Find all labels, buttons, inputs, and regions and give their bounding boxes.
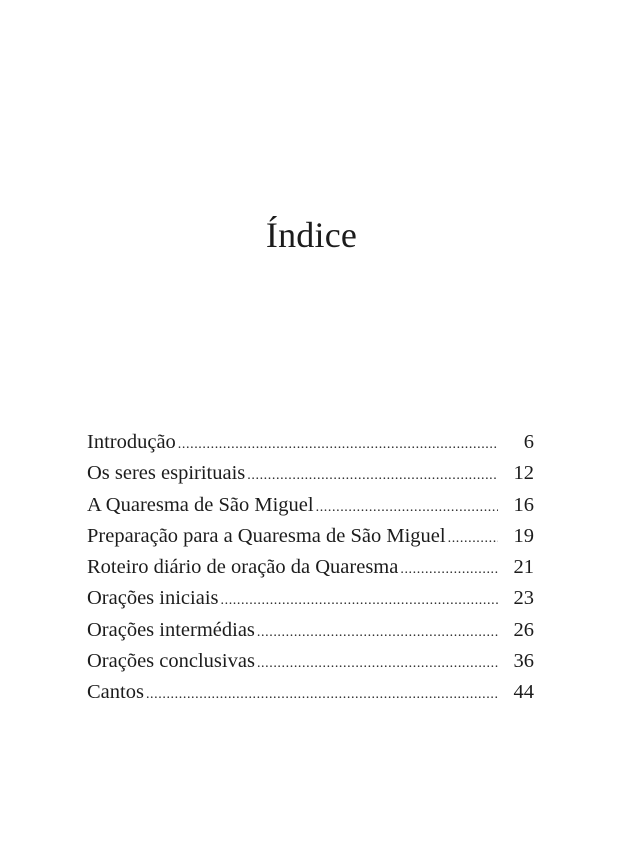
toc-entry-label: Orações conclusivas bbox=[87, 650, 255, 673]
toc-entry-label: Introdução bbox=[87, 431, 176, 453]
toc-entry-page-number: 12 bbox=[513, 462, 534, 485]
toc-entry-preparacao bbox=[87, 521, 534, 552]
toc-entry-label: Preparação para a Quaresma de São Miguel bbox=[87, 524, 446, 547]
toc-entry-label: Cantos bbox=[87, 681, 144, 704]
toc-entry-label: Os seres espirituais bbox=[87, 462, 246, 485]
toc-entry-introducao bbox=[87, 427, 534, 458]
toc-entry-page-number: 16 bbox=[513, 493, 534, 516]
dot-leader bbox=[448, 523, 498, 554]
toc-entry-page-number: 36 bbox=[513, 650, 534, 673]
toc-entry-quaresma-sao-miguel bbox=[87, 490, 534, 521]
toc-entry-roteiro-diario bbox=[87, 552, 534, 583]
dot-leader bbox=[316, 492, 498, 523]
toc-entry-oracoes-conclusivas bbox=[87, 646, 534, 677]
toc-entry-page-number: 23 bbox=[513, 587, 534, 610]
toc-entry-page-number: 21 bbox=[513, 556, 534, 579]
toc-entry-label: Roteiro diário de oração da Quaresma bbox=[87, 556, 399, 579]
toc-entry-label: Orações iniciais bbox=[87, 587, 219, 610]
toc-entry-page-number: 26 bbox=[513, 618, 534, 641]
dot-leader bbox=[146, 679, 498, 710]
toc-entry-page-number: 44 bbox=[513, 681, 534, 704]
dot-leader bbox=[257, 648, 498, 679]
page-title: Índice bbox=[265, 215, 358, 255]
table-of-contents bbox=[87, 427, 534, 709]
dot-leader bbox=[247, 460, 498, 491]
toc-entry-oracoes-iniciais bbox=[87, 583, 534, 614]
toc-entry-label: A Quaresma de São Miguel bbox=[87, 493, 314, 516]
dot-leader bbox=[178, 429, 498, 460]
toc-entry-cantos bbox=[87, 677, 534, 708]
dot-leader bbox=[257, 617, 498, 648]
toc-entry-os-seres-espirituais bbox=[87, 458, 534, 489]
toc-entry-oracoes-intermedias bbox=[87, 615, 534, 646]
toc-entry-label: Orações intermédias bbox=[87, 618, 255, 641]
dot-leader bbox=[400, 554, 498, 585]
toc-entry-page-number: 6 bbox=[523, 431, 534, 453]
toc-entry-page-number: 19 bbox=[513, 524, 534, 547]
dot-leader bbox=[221, 585, 499, 616]
